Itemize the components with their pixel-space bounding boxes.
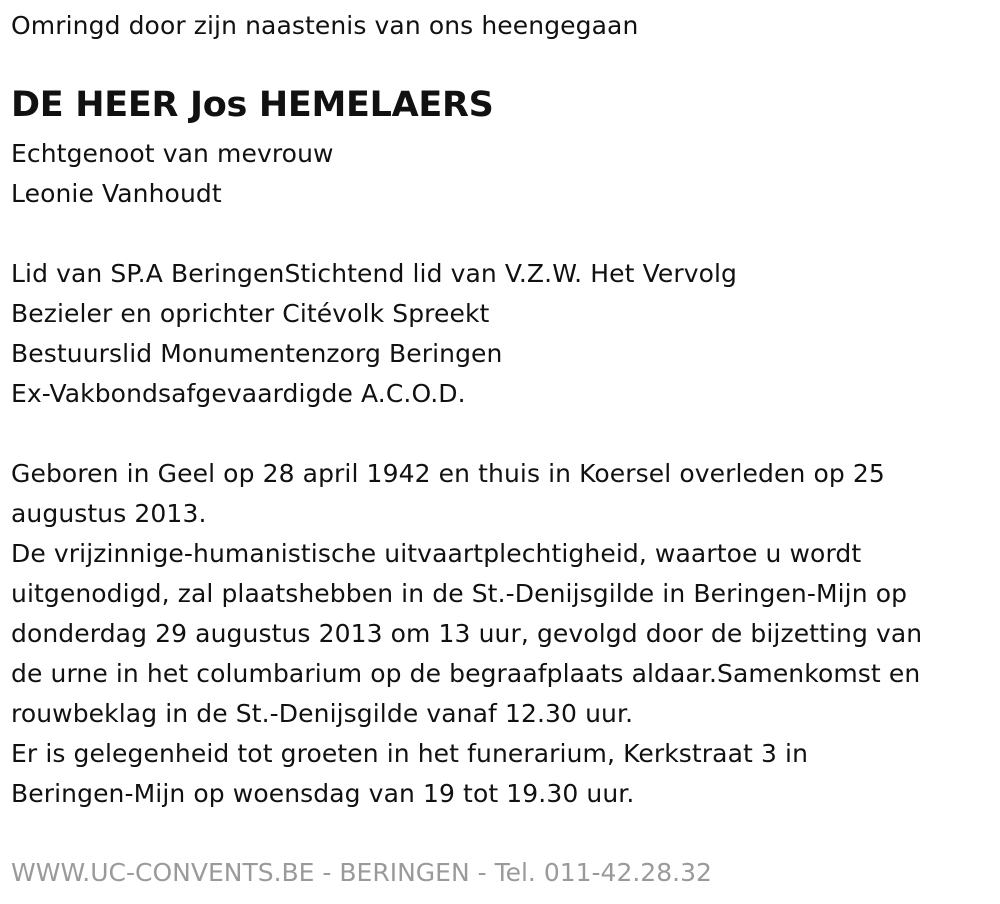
spouse-name: Leonie Vanhoudt [11,179,222,208]
body-line: Beringen-Mijn op woensdag van 19 tot 19.30 uur. [11,779,635,808]
body-line: de urne in het columbarium op de begraafplaats aldaar.Samenkomst en [11,659,921,688]
body-line: augustus 2013. [11,499,207,528]
deceased-name: DE HEER Jos HEMELAERS [11,85,494,125]
ceremony-details [11,454,922,814]
role-line: Ex-Vakbondsafgevaardigde A.C.O.D. [11,379,466,408]
body-line: Er is gelegenheid tot groeten in het funerarium, Kerkstraat 3 in [11,739,809,768]
intro-text: Omringd door zijn naastenis van ons heengegaan [11,11,639,40]
role-line: Lid van SP.A BeringenStichtend lid van V.Z.W. Het Vervolg [11,259,737,288]
role-line: Bezieler en oprichter Citévolk Spreekt [11,299,490,328]
body-line: donderdag 29 augustus 2013 om 13 uur, gevolgd door de bijzetting van [11,619,923,648]
body-line: Geboren in Geel op 28 april 1942 en thuis in Koersel overleden op 25 [11,459,885,488]
body-line: uitgenodigd, zal plaatshebben in de St.-Denijsgilde in Beringen-Mijn op [11,579,908,608]
footer-contact: WWW.UC-CONVENTS.BE - BERINGEN - Tel. 011-42.28.32 [11,858,712,887]
body-line: rouwbeklag in de St.-Denijsgilde vanaf 12.30 uur. [11,699,634,728]
body-line: De vrijzinnige-humanistische uitvaartplechtigheid, waartoe u wordt [11,539,862,568]
spouse-block [11,134,334,214]
spouse-line: Echtgenoot van mevrouw [11,139,334,168]
role-line: Bestuurslid Monumentenzorg Beringen [11,339,503,368]
roles-block [11,254,737,414]
